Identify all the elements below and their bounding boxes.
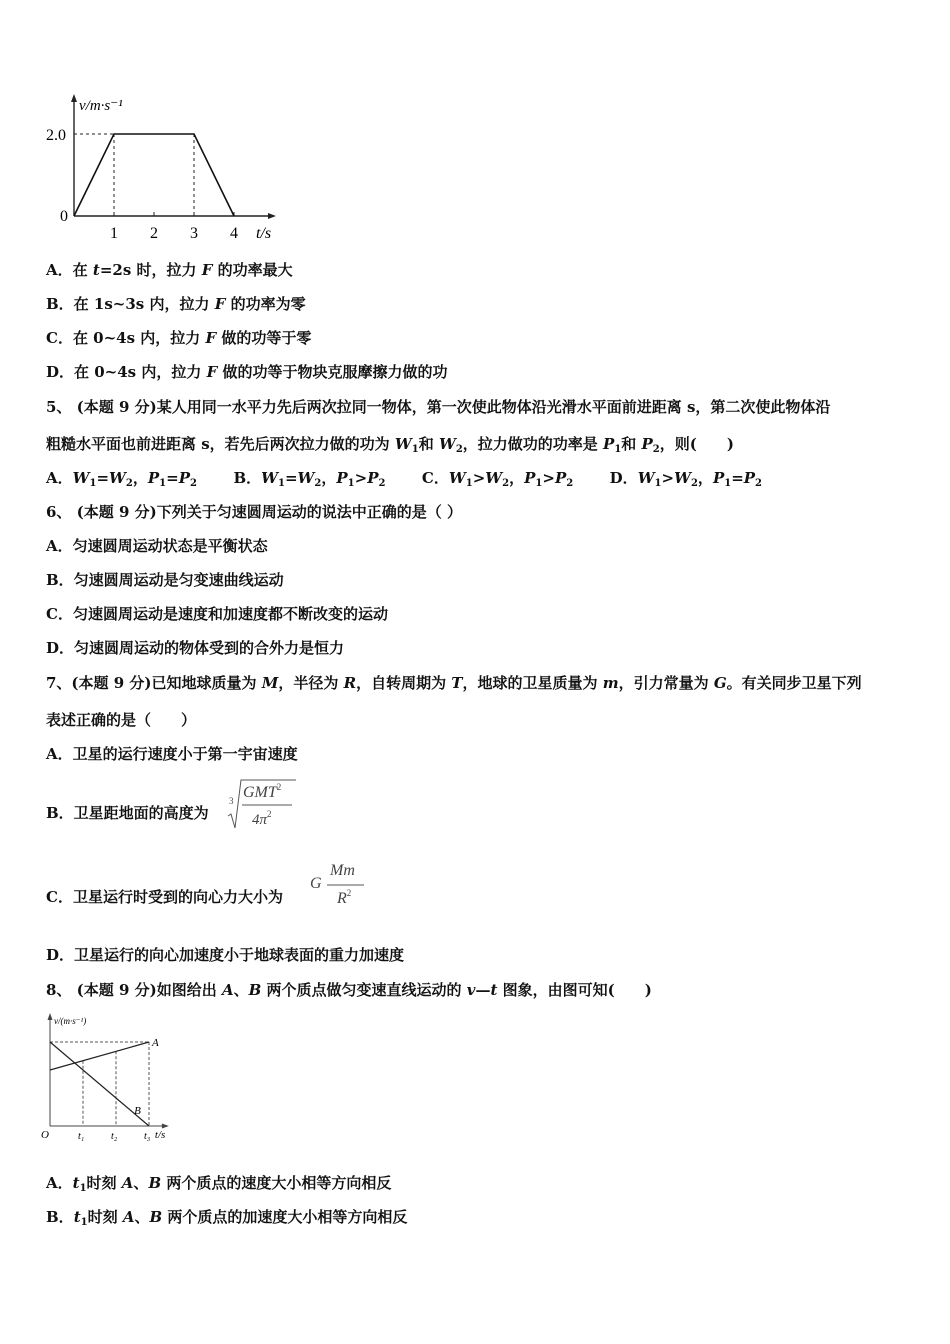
x-axis-arrow (162, 1124, 169, 1129)
q4-option-b: B．在 1s~3s 内，拉力 F 的功率为零 (46, 295, 306, 313)
q8-stem: 8、 (本题 9 分)如图给出 A、B 两个质点做匀变速直线运动的 v—t 图象，由图可知( ) (46, 981, 652, 999)
y-tick-label: 2.0 (46, 127, 66, 144)
q7-option-b: B．卫星距地面的高度为 (46, 804, 209, 822)
q5-option-d: D．$W_1>W_2$，$P_1=P_2$ (609, 469, 763, 489)
q6-option-d: D．匀速圆周运动的物体受到的合外力是恒力 (46, 639, 345, 657)
q4-option-a: A．在 t=2s 时，拉力 F 的功率最大 (46, 261, 293, 279)
series-a-line (50, 1042, 149, 1070)
q6-option-b: B．匀速圆周运动是匀变速曲线运动 (46, 571, 284, 589)
q7-option-c-formula: G Mm $R^2$ (310, 862, 355, 907)
q5-option-c: C．$W_1>W_2$，$P_1>P_2$ (421, 469, 574, 489)
y-axis-arrow (71, 94, 77, 102)
origin-label: O (41, 1129, 49, 1141)
q7-option-a: A．卫星的运行速度小于第一宇宙速度 (46, 745, 298, 763)
x-tick-label: 2 (150, 225, 158, 242)
vt-chart-2 (40, 1010, 190, 1150)
x-tick-label: t₁ (78, 1131, 85, 1142)
q5-stem-line1: 5、 (本题 9 分)某人用同一水平力先后两次拉同一物体，第一次使此物体沿光滑水平面前进距离 s，第二次使此物体沿 (46, 398, 831, 416)
y-axis-label: v/m·s⁻¹ (79, 98, 123, 114)
q7-stem-line2: 表述正确的是（ ） (46, 711, 197, 729)
x-axis-label: t/s (256, 225, 272, 242)
q7-option-d: D．卫星运行的向心加速度小于地球表面的重力加速度 (46, 946, 405, 964)
x-tick-label: 1 (110, 225, 118, 242)
series-b-label: B (134, 1105, 141, 1117)
x-tick-label: t₂ (111, 1131, 118, 1142)
q8-option-b: B．$t_1$时刻 A、B 两个质点的加速度大小相等方向相反 (46, 1208, 408, 1228)
x-axis-label: t/s (154, 1129, 166, 1141)
q7-option-b-formula: 3 GMT$^2$ $4\pi^2$ (226, 776, 298, 834)
formula-numerator: GMT$^2$ (243, 782, 282, 801)
q4-option-c: C．在 0~4s 内，拉力 F 做的功等于零 (46, 329, 312, 347)
x-tick-label: 4 (230, 225, 238, 242)
x-tick-label: 3 (190, 225, 198, 242)
y-axis-label: v/(m·s⁻¹) (54, 1016, 87, 1026)
q5-option-b: B．$W_1=W_2$，$P_1>P_2$ (233, 469, 386, 489)
formula-denominator: $4\pi^2$ (252, 809, 272, 828)
q7-option-c: C．卫星运行时受到的向心力大小为 (46, 888, 283, 906)
q5-option-a: A．$W_1=W_2$，$P_1=P_2$ (46, 469, 197, 489)
q8-option-a: A．$t_1$时刻 A、B 两个质点的速度大小相等方向相反 (46, 1174, 392, 1194)
q5-options (46, 468, 762, 494)
q5-stem-line2: 粗糙水平面也前进距离 s，若先后两次拉力做的功为 $W_1$和 $W_2$，拉力做功的功率是 $P_1$和 $P_2$，则( ) (46, 435, 734, 455)
x-tick-label: t₃ (144, 1131, 151, 1142)
origin-label: 0 (60, 208, 68, 225)
q6-stem: 6、 (本题 9 分)下列关于匀速圆周运动的说法中正确的是（ ） (46, 503, 462, 521)
q6-option-a: A．匀速圆周运动状态是平衡状态 (46, 537, 268, 555)
formula-denominator-r: $R^2$ (337, 888, 352, 907)
velocity-line (74, 134, 234, 216)
q7-stem-line1: 7、(本题 9 分)已知地球质量为 M，半径为 R，自转周期为 T，地球的卫星质量为 m，引力常量为 G。有关同步卫星下列 (46, 674, 862, 692)
q6-option-c: C．匀速圆周运动是速度和加速度都不断改变的运动 (46, 605, 388, 623)
series-a-label: A (152, 1037, 159, 1049)
vt-chart-1 (40, 92, 310, 247)
y-axis-arrow (48, 1013, 53, 1020)
x-axis-arrow (268, 213, 276, 219)
q4-option-d: D．在 0~4s 内，拉力 F 做的功等于物块克服摩擦力做的功 (46, 363, 448, 381)
